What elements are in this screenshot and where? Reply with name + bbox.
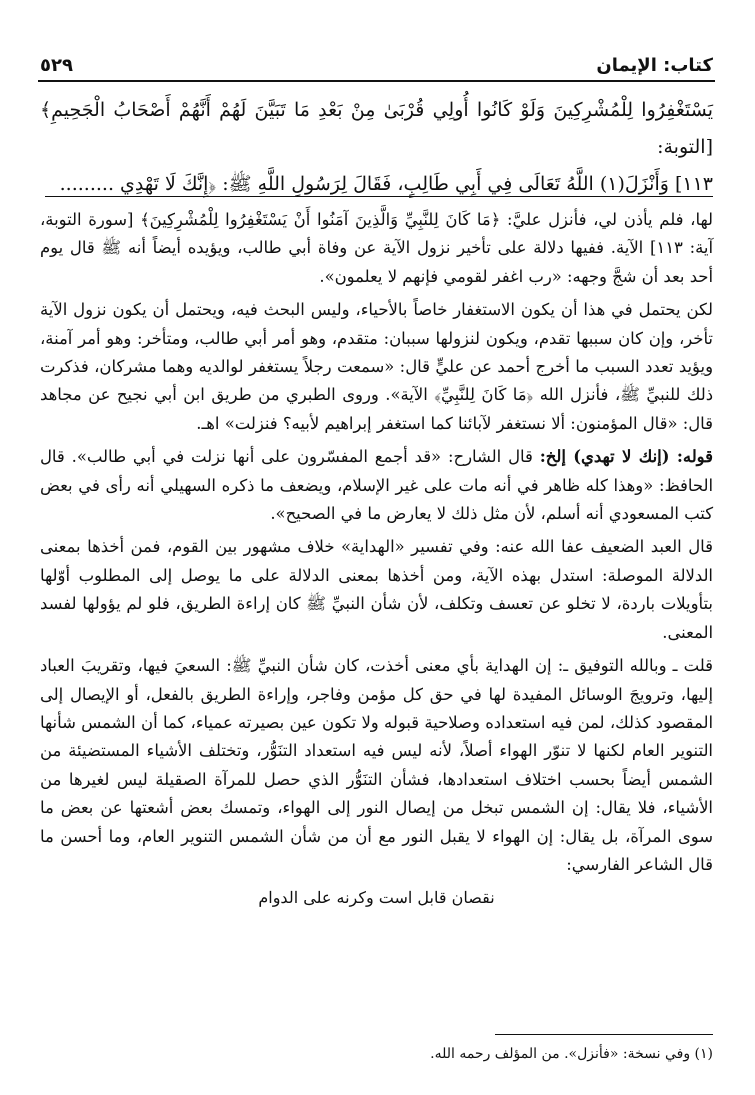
commentary-paragraph-3 (40, 443, 713, 528)
chapter-title: كتاب: الإيمان (596, 55, 713, 76)
header-rule (38, 80, 715, 82)
commentary-lead: قوله: (إنك لا تهدي) إلخ: (539, 447, 713, 467)
hadith-text (40, 92, 713, 203)
hadith-line-2: ١١٣] وَأَنْزَلَ(١) اللَّهُ تَعَالَى فِي أَبِي طَالِبٍ، فَقَالَ لِرَسُولِ اللَّهِ ﷺ: ﴿إِنَّكَ لَا تَهْدِي ......... (59, 173, 713, 195)
footnote-divider (495, 1034, 713, 1035)
footnote: (١) وفي نسخة: «فأنزل». من المؤلف رحمه الله. (430, 1046, 713, 1062)
commentary-paragraph-4: قال العبد الضعيف عفا الله عنه: وفي تفسير «الهداية» خلاف مشهور بين القوم، فمن أخذها بمعنى الدلالة الموصلة: استدل بهذه الآية، ومن أخذها بمعنى الدلالة على ما يوصل إلى المطلوب أوّلها بتأويلات باردة، لا تخلو عن تعسف وتكلف، لأن شأن النبيِّ ﷺ كان إراءة الطريق، فلو لم يؤولها لفسد المعنى. (40, 537, 713, 642)
commentary-paragraph-2: لكن يحتمل في هذا أن يكون الاستغفار خاصاً بالأحياء، وليس البحث فيه، ويحتمل أن يكون نزول الآية تأخر، وإن كان سببها تقدم، ويكون لنزولها سببان: متقدم، وهو أمر أبي طالب، ومتأخر: وهو أمر آمنة، ويؤيد تعدد السبب ما أخرج أحمد عن عليٍّ قال: «سمعت رجلاً يستغفر لوالديه وهما مشركان، فذكرت ذلك للنبيِّ ﷺ، فأنزل الله ﴿مَا كَانَ لِلنَّبِيِّ﴾ الآية». وروى الطبري من طريق ابن أبي نجيح عن مجاهد قال: «قال المؤمنون: ألا نستغفر لآبائنا كما استغفر إبراهيم لأبيه؟ فنزلت» اهـ. (40, 300, 713, 433)
commentary-paragraph-1: لها، فلم يأذن لي، فأنزل عليَّ: ﴿مَا كَانَ لِلنَّبِيِّ وَالَّذِينَ آمَنُوا أَنْ يَسْتَغْفِرُوا لِلْمُشْرِكِينَ﴾ [سورة التوبة، آية: ١١٣] الآية. ففيها دلالة على تأخير نزول الآية عن وفاة أبي طالب، ويؤيده أيضاً أنه ﷺ قال يوم أحد بعد أن شجَّ وجهه: «رب اغفر لقومي فإنهم لا يعلمون». (40, 210, 713, 286)
commentary (40, 206, 713, 913)
page-number: ٥٢٩ (40, 55, 73, 76)
section-divider (45, 196, 713, 197)
hadith-line-1: يَسْتَغْفِرُوا لِلْمُشْرِكِينَ وَلَوْ كَانُوا أُولِي قُرْبَىٰ مِنْ بَعْدِ مَا تَبَيَّنَ لَهُمْ أَنَّهُمْ أَصْحَابُ الْجَحِيمِ﴾ [التوبة: (40, 99, 713, 158)
commentary-paragraph-5: قلت ـ وبالله التوفيق ـ: إن الهداية بأي معنى أخذت، كان شأن النبيِّ ﷺ: السعيَ فيها، وتقريبَ العباد إليها، وترويجَ الوسائل المفيدة لها في حق كل مؤمن وفاجر، وإراءة الطريق بالفعل، أو الإيصال إلى المقصود كذلك، لمن فيه استعداده وصلاحية قبوله ولا تكون عين بصيرته عمياء، كما أن الشمس شأنها التنوير العام لكنها لا تنوّر الهواء أصلاً، لأنه ليس فيه استعداد التنَوُّر، وتختلف الأشياء المستضيئة من الشمس أيضاً بحسب اختلاف استعدادها، فشأن التنَوُّر الذي حصل للمرآة الصقيلة ليس لغيرها من الأشياء، فلا يقال: إن الشمس تبخل من إيصال النور إلى الهواء، وتمسك بعض أشعتها عن بعض ما سوى المرآة، بل يقال: إن الهواء لا يقبل النور مع أن من شأن الشمس التنوير العام، وما أحسن ما قال الشاعر الفارسي: (40, 656, 713, 874)
page-header (40, 48, 713, 76)
commentary-paragraph-3-text: قال الشارح: «قد أجمع المفسّرون على أنها نزلت في أبي طالب». قال الحافظ: «وهذا كله ظاهر في أنه مات على غير الإسلام، ويضعف ما ذكره السهيلي أنه رأى في بعض كتب المسعودي أنه أسلم، لأن مثل ذلك لا يعارض ما في الصحيح». (40, 447, 713, 524)
poem-verse: نقصان قابل است وكرنه على الدوام (258, 888, 495, 908)
